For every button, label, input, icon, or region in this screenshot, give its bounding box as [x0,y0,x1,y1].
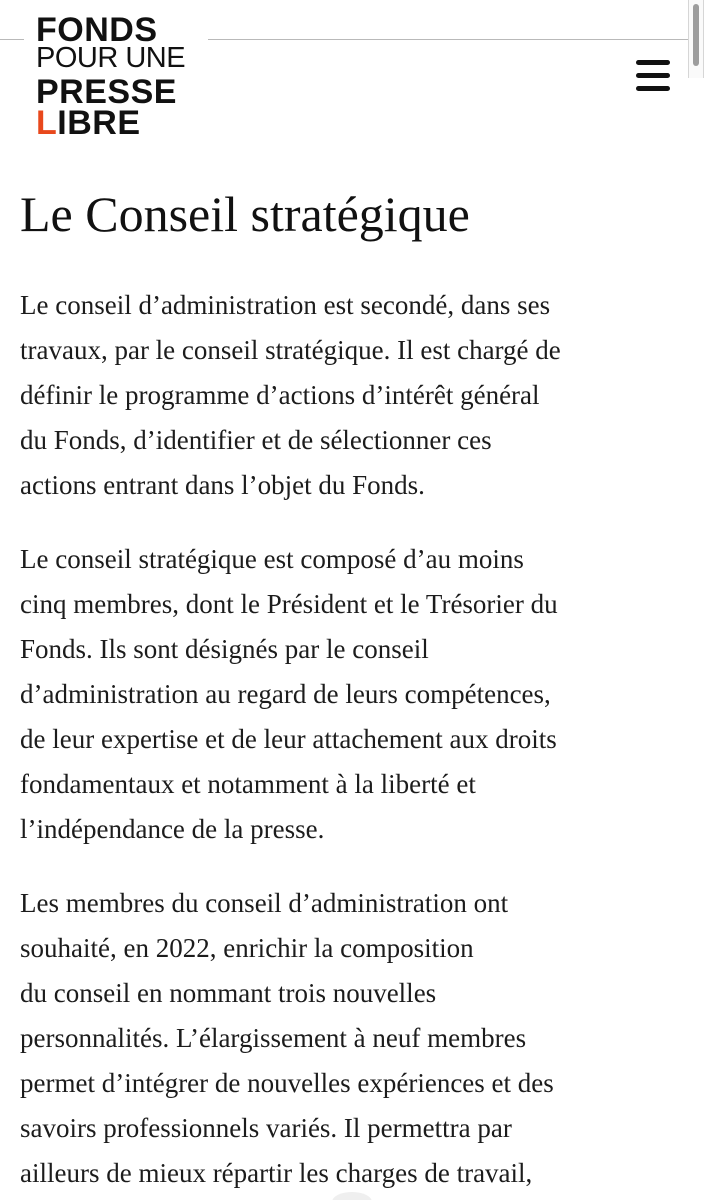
text-line: travaux, par le conseil stratégique. Il est chargé de [20,335,561,365]
site-logo[interactable] [36,11,198,142]
logo-accent-letter: L [36,104,58,142]
logo-line-fonds: FONDS [36,11,158,49]
site-header [0,0,704,160]
text-line: Les membres du conseil d’administration ont [20,888,509,918]
text-line: Le conseil d’administration est secondé, dans ses [20,290,551,320]
text-line: Le conseil stratégique est composé d’au moins [20,544,524,574]
text-line: souhaité, en 2022, enrichir la composition [20,933,474,963]
scrollbar-thumb[interactable] [693,4,699,66]
text-line: personnalités. L’élargissement à neuf membres [20,1023,527,1053]
text-line: ailleurs de mieux répartir les charges de travail, [20,1158,533,1188]
paragraph-conseil-elargissement [20,881,690,1196]
text-line: fondamentaux et notamment à la liberté et [20,769,476,799]
text-line: permet d’intégrer de nouvelles expériences et des [20,1068,554,1098]
page-title: Le Conseil stratégique [20,186,470,242]
header-rule-left [0,39,24,40]
text-line: de leur expertise et de leur attachement aux droits [20,724,557,754]
text-line: cinq membres, dont le Président et le Trésorier du [20,589,558,619]
hamburger-menu-button[interactable] [630,58,676,94]
scrollbar[interactable] [688,0,704,78]
paragraph-conseil-role [20,283,690,508]
logo-line-pour-une: POUR UNE [36,42,186,74]
article-body [20,283,690,1200]
logo-line-libre-rest: IBRE [57,104,141,142]
paragraph-conseil-composition [20,537,690,852]
text-line: du conseil en nommant trois nouvelles [20,978,437,1008]
logo-line-presse: PRESSE [36,73,177,111]
text-line: Fonds. Ils sont désignés par le conseil [20,634,429,664]
text-line: du Fonds, d’identifier et de sélectionner ces [20,425,492,455]
text-line: savoirs professionnels variés. Il permettra par [20,1113,512,1143]
text-line: d’administration au regard de leurs compétences, [20,679,551,709]
text-line: définir le programme d’actions d’intérêt général [20,380,540,410]
text-line: actions entrant dans l’objet du Fonds. [20,470,425,500]
header-rule-right [208,39,704,40]
text-line: l’indépendance de la presse. [20,814,325,844]
